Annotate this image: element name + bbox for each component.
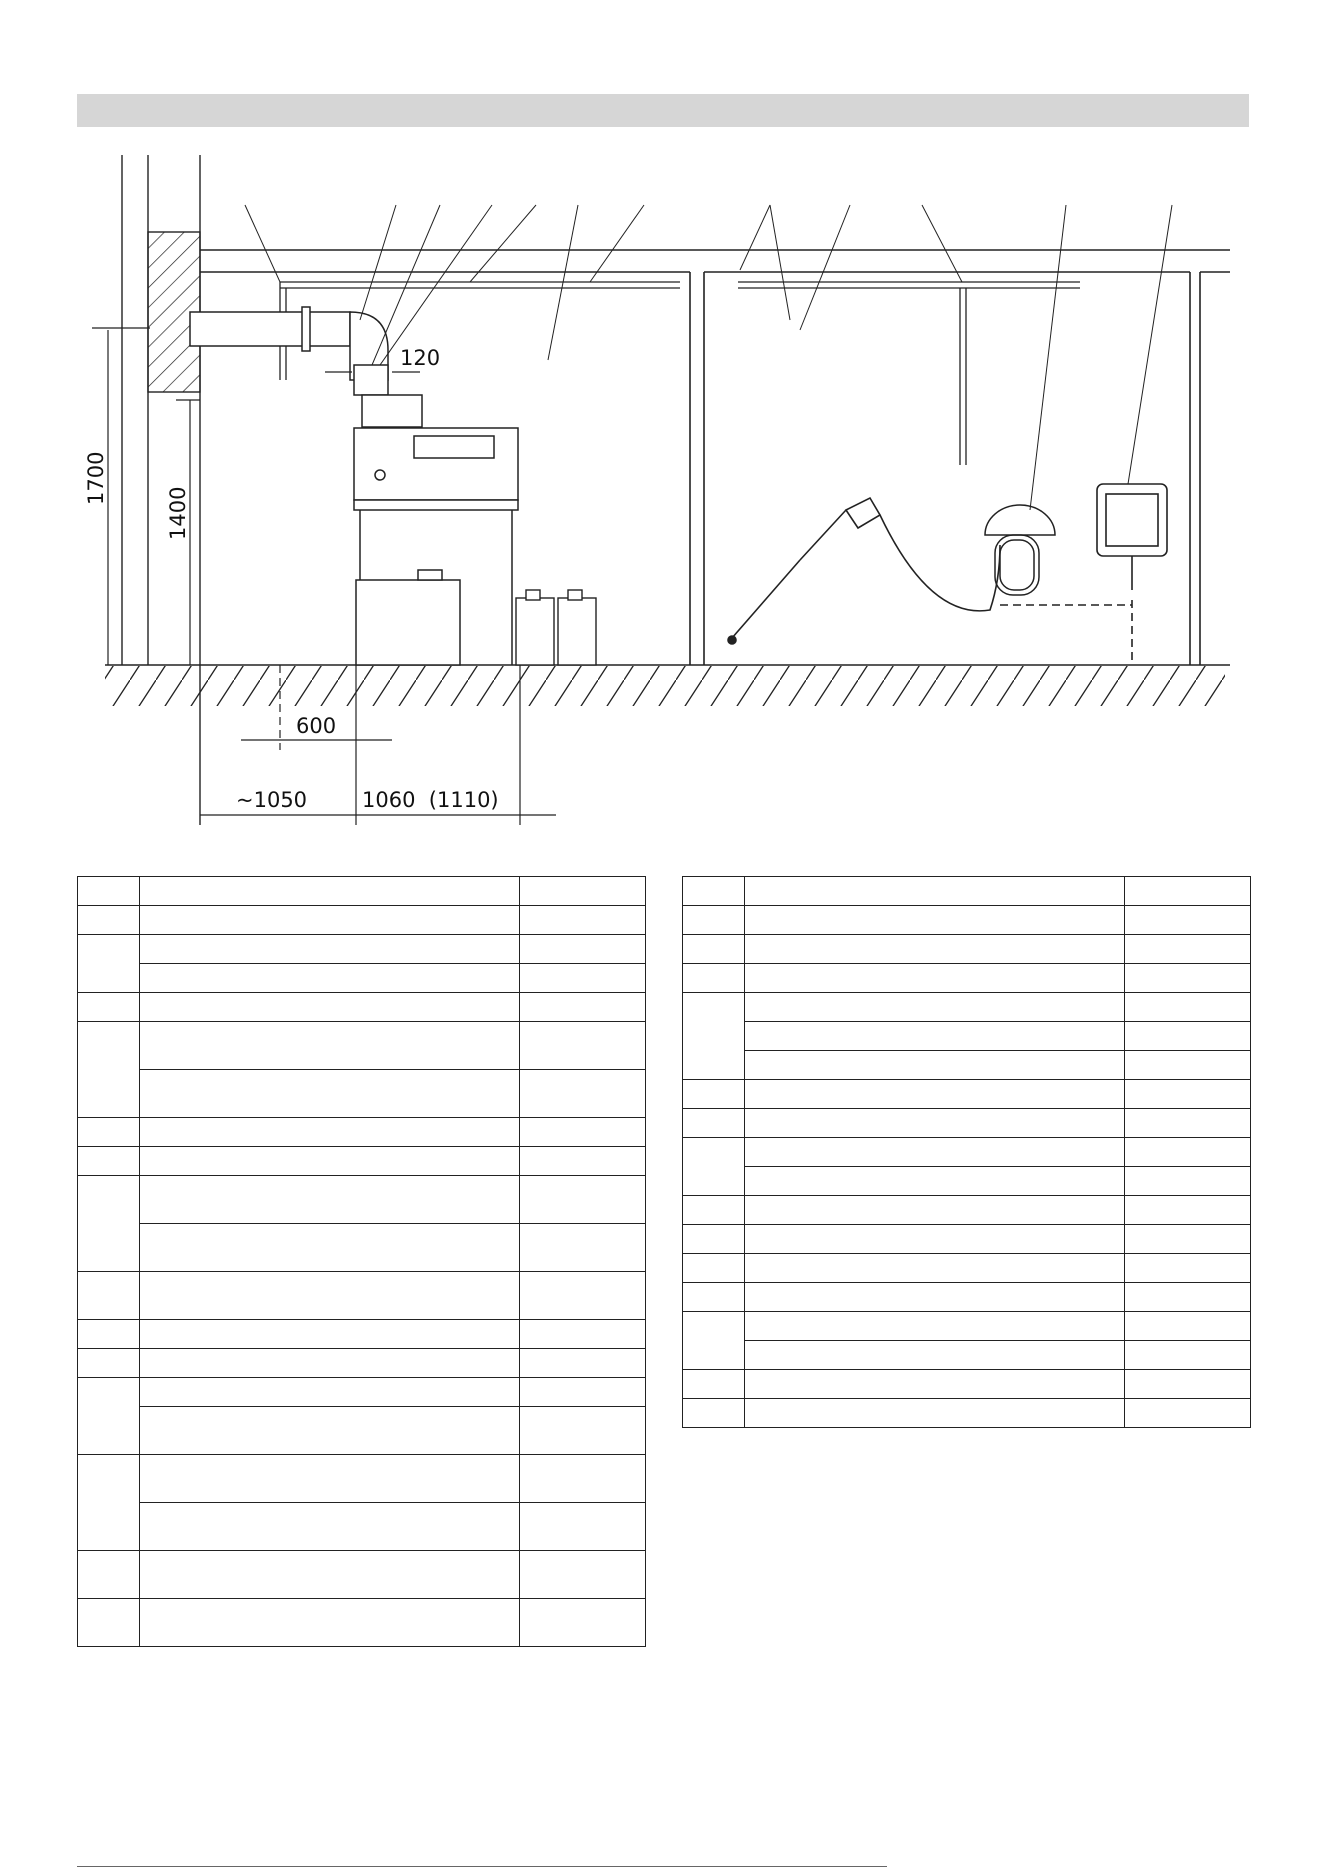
table-row	[78, 1022, 646, 1070]
table-row	[78, 1070, 646, 1118]
description-cell	[745, 1225, 1125, 1254]
item-number-cell	[78, 1022, 140, 1118]
description-cell	[745, 1138, 1125, 1167]
item-number-cell	[78, 1378, 140, 1455]
part-number-cell	[520, 1272, 646, 1320]
table-row	[78, 964, 646, 993]
table-row	[683, 935, 1251, 964]
part-number-cell	[1125, 1254, 1251, 1283]
item-number-cell	[683, 935, 745, 964]
description-cell	[140, 1349, 520, 1378]
part-number-cell	[1125, 1196, 1251, 1225]
item-number-cell	[683, 993, 745, 1080]
part-number-cell	[1125, 1080, 1251, 1109]
table-row	[78, 1455, 646, 1503]
table-row	[683, 1312, 1251, 1341]
dimension-600: 600	[296, 714, 337, 738]
part-number-cell	[1125, 1312, 1251, 1341]
part-number-cell	[1125, 1022, 1251, 1051]
item-number-cell	[683, 964, 745, 993]
dimension-120: 120	[400, 346, 441, 370]
table-row	[78, 1147, 646, 1176]
table-row	[683, 1196, 1251, 1225]
description-cell	[140, 1503, 520, 1551]
table-row	[683, 1138, 1251, 1167]
part-number-cell	[520, 1378, 646, 1407]
item-number-cell	[683, 1283, 745, 1312]
item-number-cell	[78, 993, 140, 1022]
item-number-cell	[78, 1272, 140, 1320]
description-cell	[745, 935, 1125, 964]
table-row	[78, 1118, 646, 1147]
table-row	[78, 1349, 646, 1378]
description-cell	[745, 1399, 1125, 1428]
part-number-cell	[1125, 935, 1251, 964]
dimension-lines	[92, 328, 556, 825]
part-number-cell	[1125, 906, 1251, 935]
description-cell	[745, 1109, 1125, 1138]
item-number-cell	[78, 1176, 140, 1272]
item-number-cell	[78, 935, 140, 993]
canisters	[516, 590, 596, 665]
washer-unit	[354, 395, 518, 665]
table-row	[683, 1254, 1251, 1283]
description-cell	[140, 1070, 520, 1118]
item-number-cell	[683, 1399, 745, 1428]
description-cell	[745, 1312, 1125, 1341]
dimension-1050: ~1050	[236, 788, 308, 812]
table-row	[78, 1503, 646, 1551]
item-number-cell	[78, 1599, 140, 1647]
part-number-cell	[520, 1599, 646, 1647]
description-cell	[140, 1551, 520, 1599]
table-row	[78, 1551, 646, 1599]
part-number-cell	[520, 1503, 646, 1551]
description-cell	[140, 877, 520, 906]
description-cell	[140, 906, 520, 935]
item-number-cell	[78, 1349, 140, 1378]
part-number-cell	[1125, 1283, 1251, 1312]
item-number-cell	[78, 906, 140, 935]
description-cell	[745, 964, 1125, 993]
table-row	[683, 877, 1251, 906]
item-number-cell	[683, 1138, 745, 1196]
part-number-cell	[1125, 1370, 1251, 1399]
description-cell	[140, 1320, 520, 1349]
description-cell	[745, 906, 1125, 935]
table-row	[78, 877, 646, 906]
item-number-cell	[78, 1320, 140, 1349]
part-number-cell	[520, 993, 646, 1022]
item-number-cell	[683, 1080, 745, 1109]
description-cell	[140, 1407, 520, 1455]
description-cell	[140, 1147, 520, 1176]
part-number-cell	[520, 1551, 646, 1599]
part-number-cell	[520, 1118, 646, 1147]
item-number-cell	[683, 906, 745, 935]
part-number-cell	[1125, 1341, 1251, 1370]
part-number-cell	[1125, 1051, 1251, 1080]
part-number-cell	[1125, 1138, 1251, 1167]
footer-rule	[77, 1866, 887, 1867]
part-number-cell	[1125, 1167, 1251, 1196]
table-row	[78, 1176, 646, 1224]
description-cell	[745, 1051, 1125, 1080]
item-number-cell	[78, 1551, 140, 1599]
description-cell	[745, 1196, 1125, 1225]
part-number-cell	[520, 1455, 646, 1503]
description-cell	[745, 1370, 1125, 1399]
table-row	[78, 993, 646, 1022]
item-number-cell	[78, 1147, 140, 1176]
description-cell	[745, 1283, 1125, 1312]
description-cell	[140, 993, 520, 1022]
item-number-cell	[683, 1109, 745, 1138]
spray-lance	[728, 498, 1000, 644]
description-cell	[140, 1224, 520, 1272]
item-number-cell	[78, 1455, 140, 1551]
part-number-cell	[520, 1070, 646, 1118]
part-number-cell	[520, 877, 646, 906]
item-number-cell	[683, 1370, 745, 1399]
table-row	[683, 1370, 1251, 1399]
description-cell	[140, 1118, 520, 1147]
dimension-1700: 1700	[84, 451, 108, 505]
description-cell	[745, 993, 1125, 1022]
part-number-cell	[520, 1407, 646, 1455]
part-number-cell	[520, 1320, 646, 1349]
description-cell	[140, 1599, 520, 1647]
item-number-cell	[78, 877, 140, 906]
item-number-cell	[683, 1196, 745, 1225]
description-cell	[745, 1341, 1125, 1370]
description-cell	[140, 1022, 520, 1070]
part-number-cell	[520, 1349, 646, 1378]
floor	[105, 665, 1230, 706]
description-cell	[140, 1176, 520, 1224]
part-number-cell	[1125, 1109, 1251, 1138]
table-row	[78, 1599, 646, 1647]
description-cell	[745, 1167, 1125, 1196]
part-number-cell	[520, 935, 646, 964]
part-number-cell	[1125, 877, 1251, 906]
table-row	[683, 964, 1251, 993]
table-row	[683, 1109, 1251, 1138]
table-row	[683, 1167, 1251, 1196]
part-number-cell	[1125, 964, 1251, 993]
table-row	[683, 906, 1251, 935]
table-row	[78, 1407, 646, 1455]
table-row	[78, 1320, 646, 1349]
table-row	[683, 1399, 1251, 1428]
part-number-cell	[520, 1224, 646, 1272]
dimension-1060: 1060 (1110)	[362, 788, 499, 812]
part-number-cell	[1125, 1225, 1251, 1254]
part-number-cell	[1125, 1399, 1251, 1428]
description-cell	[140, 1272, 520, 1320]
table-row	[683, 1341, 1251, 1370]
table-row	[683, 993, 1251, 1022]
description-cell	[140, 935, 520, 964]
description-cell	[745, 877, 1125, 906]
part-number-cell	[520, 906, 646, 935]
table-row	[683, 1225, 1251, 1254]
table-row	[78, 1378, 646, 1407]
description-cell	[140, 1455, 520, 1503]
parts-table-left	[77, 876, 646, 1647]
item-number-cell	[683, 1225, 745, 1254]
description-cell	[745, 1080, 1125, 1109]
item-number-cell	[683, 877, 745, 906]
part-number-cell	[520, 964, 646, 993]
item-number-cell	[683, 1254, 745, 1283]
description-cell	[745, 1022, 1125, 1051]
table-row	[78, 935, 646, 964]
item-number-cell	[683, 1312, 745, 1370]
part-number-cell	[520, 1022, 646, 1070]
table-row	[683, 1022, 1251, 1051]
table-row	[78, 906, 646, 935]
part-number-cell	[520, 1176, 646, 1224]
table-row	[78, 1224, 646, 1272]
description-cell	[140, 964, 520, 993]
dimension-1400: 1400	[166, 486, 190, 540]
table-row	[683, 1051, 1251, 1080]
description-cell	[745, 1254, 1125, 1283]
hose-holder	[985, 505, 1055, 595]
description-cell	[140, 1378, 520, 1407]
table-row	[683, 1283, 1251, 1312]
part-number-cell	[520, 1147, 646, 1176]
item-number-cell	[78, 1118, 140, 1147]
parts-table-right	[682, 876, 1251, 1428]
part-number-cell	[1125, 993, 1251, 1022]
table-row	[78, 1272, 646, 1320]
installation-diagram	[0, 0, 1324, 860]
table-row	[683, 1080, 1251, 1109]
